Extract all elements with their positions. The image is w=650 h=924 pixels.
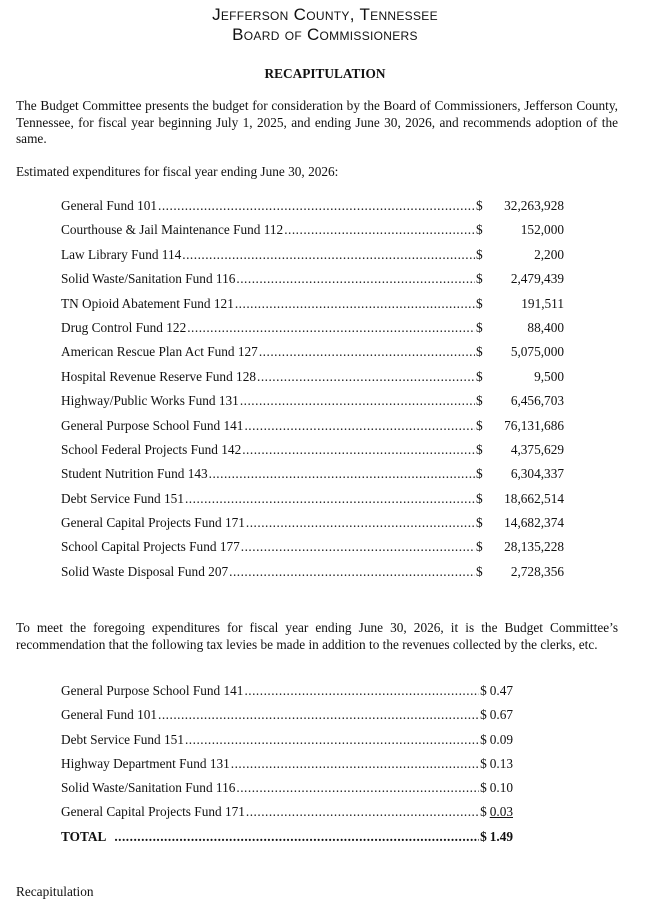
levy-rate: 0.67 <box>489 707 513 723</box>
dot-leader <box>185 730 479 750</box>
fund-name: School Capital Projects Fund 177 <box>61 539 240 555</box>
levy-row <box>61 705 513 729</box>
dot-leader <box>158 196 475 216</box>
levy-rate: 0.09 <box>489 731 513 747</box>
currency-symbol: $ <box>480 707 487 723</box>
levy-fund-name: General Capital Projects Fund 171 <box>61 804 245 820</box>
expenditure-row <box>61 196 564 220</box>
total-rate: 1.49 <box>489 828 513 844</box>
expenditure-row <box>61 513 564 537</box>
dot-leader <box>244 416 475 436</box>
currency-symbol: $ <box>480 731 487 747</box>
levy-fund-name: General Fund 101 <box>61 707 158 723</box>
currency-symbol: $ <box>476 319 483 335</box>
expenditure-row <box>61 489 564 513</box>
dot-leader <box>241 537 475 557</box>
fund-amount: 4,375,629 <box>510 441 564 457</box>
expenditure-row <box>61 367 564 391</box>
currency-symbol: $ <box>476 515 483 531</box>
currency-symbol: $ <box>476 490 483 506</box>
levy-fund-name: General Purpose School Fund 141 <box>61 683 244 698</box>
fund-amount: 6,304,337 <box>510 466 564 482</box>
currency-symbol: $ <box>476 246 483 262</box>
expenditure-row <box>61 537 564 561</box>
levy-row <box>61 802 513 826</box>
fund-amount: 14,682,374 <box>504 515 564 531</box>
currency-symbol: $ <box>476 198 483 213</box>
dot-leader <box>240 391 475 411</box>
fund-amount: 32,263,928 <box>504 198 564 213</box>
fund-amount: 5,075,000 <box>510 344 564 360</box>
dot-leader <box>229 562 475 582</box>
fund-amount: 191,511 <box>521 295 564 311</box>
levy-rate: 0.13 <box>489 755 513 771</box>
fund-name: Student Nutrition Fund 143 <box>61 466 208 482</box>
fund-name: American Rescue Plan Act Fund 127 <box>61 344 258 360</box>
fund-amount: 18,662,514 <box>504 490 564 506</box>
levy-fund-name: Solid Waste/Sanitation Fund 116 <box>61 780 236 796</box>
dot-leader <box>242 440 475 460</box>
dot-leader <box>114 827 479 847</box>
fund-name: General Purpose School Fund 141 <box>61 417 244 433</box>
expenditure-row <box>61 391 564 415</box>
levy-paragraph: To meet the foregoing expenditures for fiscal year ending June 30, 2026, it is the Budget Committee’s recommendation that the following tax levies be made in addition to the revenues collected by the clerks, etc. <box>16 620 618 652</box>
currency-symbol: $ <box>476 295 483 311</box>
fund-amount: 76,131,686 <box>504 417 564 433</box>
levy-row <box>61 681 513 705</box>
levy-rate: 0.03 <box>489 804 513 820</box>
expenditure-row <box>61 464 564 488</box>
dot-leader <box>244 681 479 701</box>
currency-symbol: $ <box>476 563 483 579</box>
expenditure-row <box>61 440 564 464</box>
expenditure-row <box>61 220 564 244</box>
dot-leader <box>185 489 475 509</box>
fund-amount: 9,500 <box>534 368 564 384</box>
currency-symbol: $ <box>476 441 483 457</box>
expenditures-list <box>61 196 564 586</box>
currency-symbol: $ <box>476 271 483 287</box>
tax-levies-list <box>61 681 564 851</box>
expenditures-heading: Estimated expenditures for fiscal year ending June 30, 2026: <box>16 164 339 179</box>
levy-fund-name: Highway Department Fund 131 <box>61 755 230 771</box>
currency-symbol: $ <box>476 539 483 555</box>
fund-name: Solid Waste Disposal Fund 207 <box>61 563 229 579</box>
dot-leader <box>182 245 475 265</box>
fund-name: General Capital Projects Fund 171 <box>61 515 245 531</box>
dot-leader <box>257 367 475 387</box>
fund-name: General Fund 101 <box>61 198 158 213</box>
dot-leader <box>284 220 475 240</box>
currency-symbol: $ <box>480 683 487 698</box>
dot-leader <box>235 294 475 314</box>
expenditure-row <box>61 562 564 586</box>
fund-amount: 2,200 <box>534 246 564 262</box>
levy-rate: 0.10 <box>489 780 513 796</box>
dot-leader <box>246 802 479 822</box>
fund-name: Law Library Fund 114 <box>61 246 182 262</box>
expenditure-row <box>61 318 564 342</box>
dot-leader <box>187 318 475 338</box>
fund-amount: 88,400 <box>527 319 564 335</box>
dot-leader <box>246 513 475 533</box>
fund-amount: 152,000 <box>520 222 564 238</box>
currency-symbol: $ <box>476 393 483 409</box>
levy-total-row <box>61 827 513 851</box>
expenditure-row <box>61 342 564 366</box>
total-label: TOTAL <box>61 828 107 844</box>
dot-leader <box>231 754 479 774</box>
fund-name: Debt Service Fund 151 <box>61 490 184 506</box>
page-title: RECAPITULATION <box>264 66 386 81</box>
fund-name: Highway/Public Works Fund 131 <box>61 393 239 409</box>
fund-name: Hospital Revenue Reserve Fund 128 <box>61 368 256 384</box>
fund-name: TN Opioid Abatement Fund 121 <box>61 295 234 311</box>
currency-symbol: $ <box>480 804 487 820</box>
currency-symbol: $ <box>476 368 483 384</box>
currency-symbol: $ <box>480 780 487 796</box>
levy-row <box>61 754 513 778</box>
dot-leader <box>158 705 479 725</box>
dot-leader <box>236 778 479 798</box>
fund-amount: 6,456,703 <box>510 393 564 409</box>
board-name-heading: Board of Commissioners <box>232 25 418 44</box>
currency-symbol: $ <box>476 466 483 482</box>
fund-amount: 2,728,356 <box>510 563 564 579</box>
currency-symbol: $ <box>476 417 483 433</box>
expenditure-row <box>61 294 564 318</box>
currency-symbol: $ <box>476 344 483 360</box>
expenditure-row <box>61 416 564 440</box>
expenditure-row <box>61 269 564 293</box>
dot-leader <box>259 342 475 362</box>
fund-amount: 2,479,439 <box>510 271 564 287</box>
dot-leader <box>209 464 475 484</box>
fund-name: School Federal Projects Fund 142 <box>61 441 242 457</box>
intro-paragraph: The Budget Committee presents the budget for consideration by the Board of Commissioners, Jefferson County, Tennessee, for fiscal year beginning July 1, 2025, and ending June 30, 2026, and recommends adoption of the same. <box>16 98 618 146</box>
fund-name: Drug Control Fund 122 <box>61 319 187 335</box>
currency-symbol: $ <box>476 222 483 238</box>
levy-fund-name: Debt Service Fund 151 <box>61 731 184 747</box>
currency-symbol: $ <box>480 755 487 771</box>
expenditure-row <box>61 245 564 269</box>
dot-leader <box>236 269 475 289</box>
fund-name: Courthouse & Jail Maintenance Fund 112 <box>61 222 284 238</box>
levy-row <box>61 730 513 754</box>
levy-rate: 0.47 <box>489 683 513 698</box>
fund-amount: 28,135,228 <box>504 539 564 555</box>
county-name-heading: Jefferson County, Tennessee <box>212 5 438 24</box>
currency-symbol: $ <box>480 828 487 844</box>
page-footer: Recapitulation <box>16 884 94 899</box>
fund-name: Solid Waste/Sanitation Fund 116 <box>61 271 236 287</box>
levy-row <box>61 778 513 802</box>
